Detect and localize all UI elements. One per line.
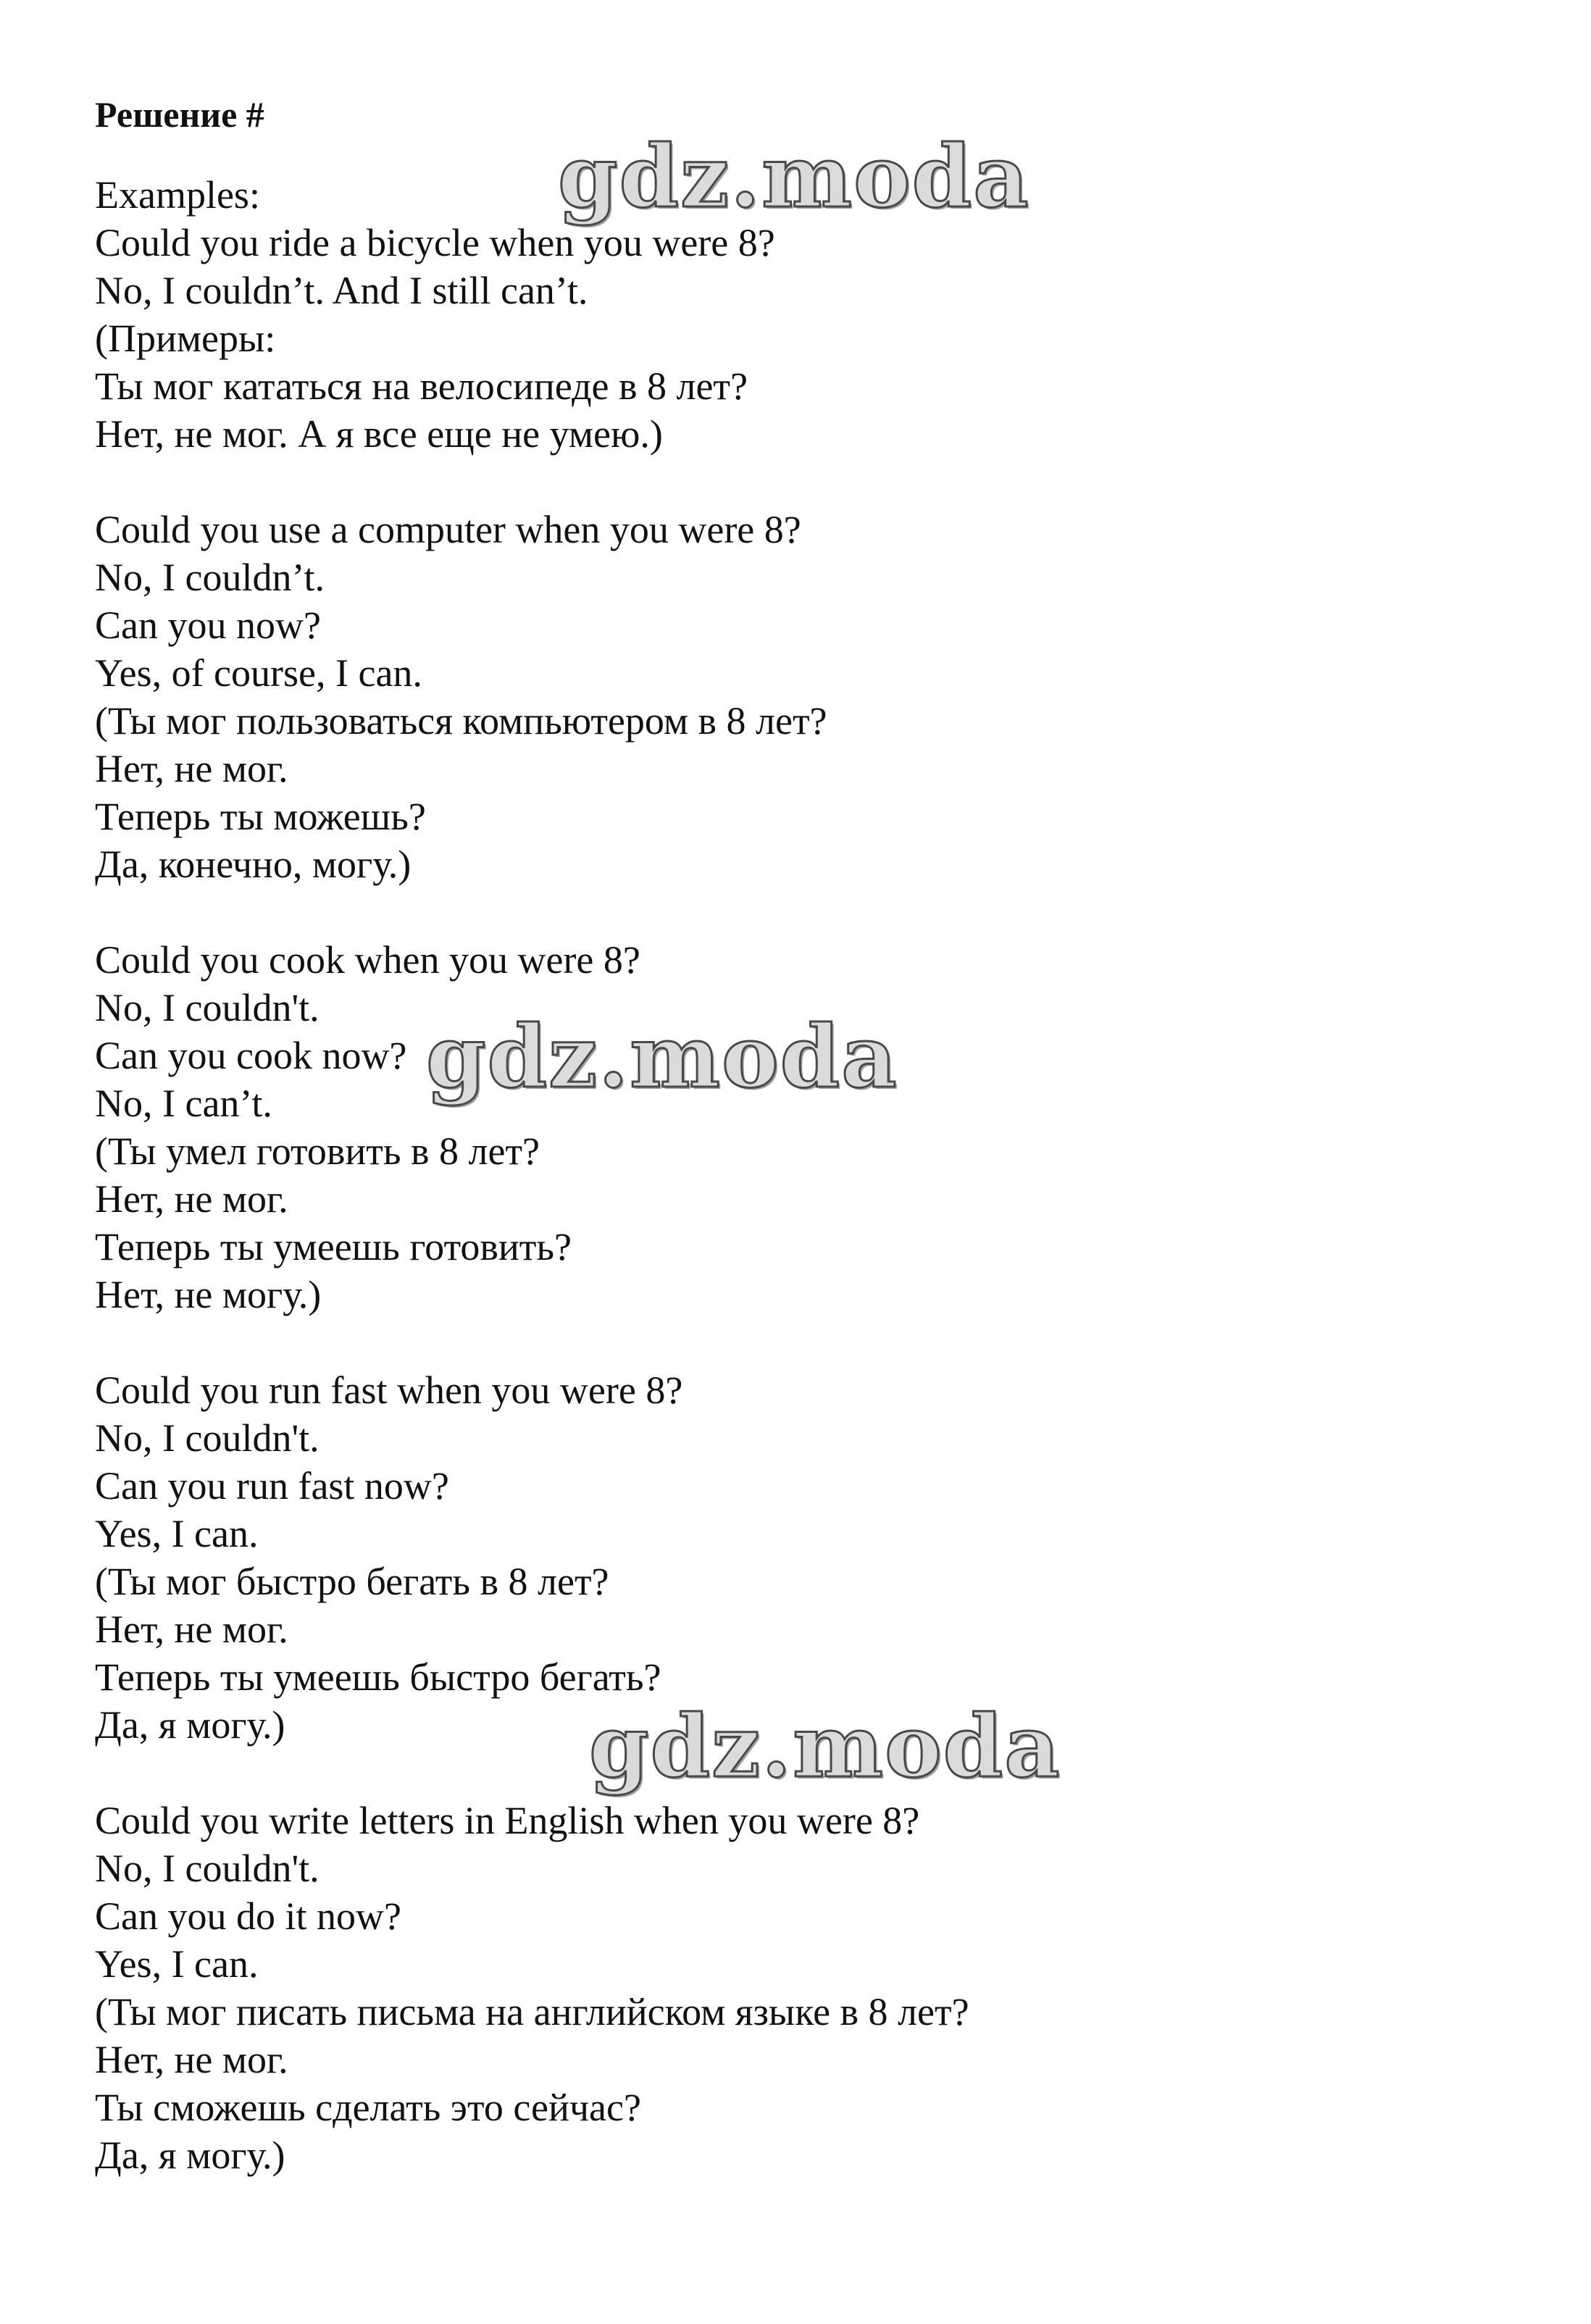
text-line: Could you write letters in English when you were 8?	[95, 1799, 920, 1842]
text-line: Can you cook now?	[95, 1034, 407, 1077]
text-line: Ты мог кататься на велосипеде в 8 лет?	[95, 364, 748, 408]
text-line: No, I couldn't.	[95, 986, 320, 1029]
text-line: Could you use a computer when you were 8?	[95, 508, 801, 551]
watermark-logo: gdz.moda	[589, 1696, 1061, 1797]
text-line: Can you do it now?	[95, 1894, 401, 1938]
text-line: Нет, не мог.	[95, 747, 288, 790]
text-line: Нет, не мог.	[95, 1608, 288, 1651]
text-line: (Ты мог пользоваться компьютером в 8 лет?	[95, 699, 827, 743]
text-line: Нет, не мог.	[95, 1177, 288, 1221]
text-line: Да, я могу.)	[95, 1703, 285, 1747]
text-line: (Ты умел готовить в 8 лет?	[95, 1129, 540, 1173]
text-line: Ты сможешь сделать это сейчас?	[95, 2086, 641, 2129]
text-line: Теперь ты умеешь быстро бегать?	[95, 1655, 661, 1699]
text-line: No, I couldn't.	[95, 1416, 320, 1460]
text-line: No, I couldn't.	[95, 1847, 320, 1890]
text-line: Нет, не мог.	[95, 2038, 288, 2081]
text-line: Yes, of course, I can.	[95, 651, 422, 695]
text-line: Examples:	[95, 173, 260, 217]
text-line: (Ты мог быстро бегать в 8 лет?	[95, 1560, 609, 1603]
text-line: (Примеры:	[95, 317, 276, 360]
solution-heading: Решение #	[95, 94, 264, 135]
text-line: Could you cook when you were 8?	[95, 938, 640, 982]
text-line: Теперь ты можешь?	[95, 795, 426, 838]
text-line: Can you now?	[95, 603, 321, 647]
text-line: Yes, I can.	[95, 1942, 259, 1986]
text-line: Could you ride a bicycle when you were 8?	[95, 221, 775, 264]
text-line: (Ты мог писать письма на английском языке в 8 лет?	[95, 1990, 969, 2034]
text-line: Yes, I can.	[95, 1512, 259, 1555]
text-line: Нет, не могу.)	[95, 1273, 322, 1316]
text-line: No, I couldn’t.	[95, 556, 325, 599]
text-line: Can you run fast now?	[95, 1464, 449, 1508]
text-line: Да, я могу.)	[95, 2133, 285, 2177]
text-line: No, I couldn’t. And I still can’t.	[95, 269, 588, 312]
text-line: No, I can’t.	[95, 1082, 272, 1125]
watermark-logo: gdz.moda	[426, 1006, 898, 1107]
watermark-logo: gdz.moda	[558, 126, 1030, 227]
text-line: Could you run fast when you were 8?	[95, 1368, 683, 1412]
text-line: Теперь ты умеешь готовить?	[95, 1225, 572, 1268]
text-line: Нет, не мог. А я все еще не умею.)	[95, 412, 663, 456]
text-line: Да, конечно, могу.)	[95, 843, 412, 886]
